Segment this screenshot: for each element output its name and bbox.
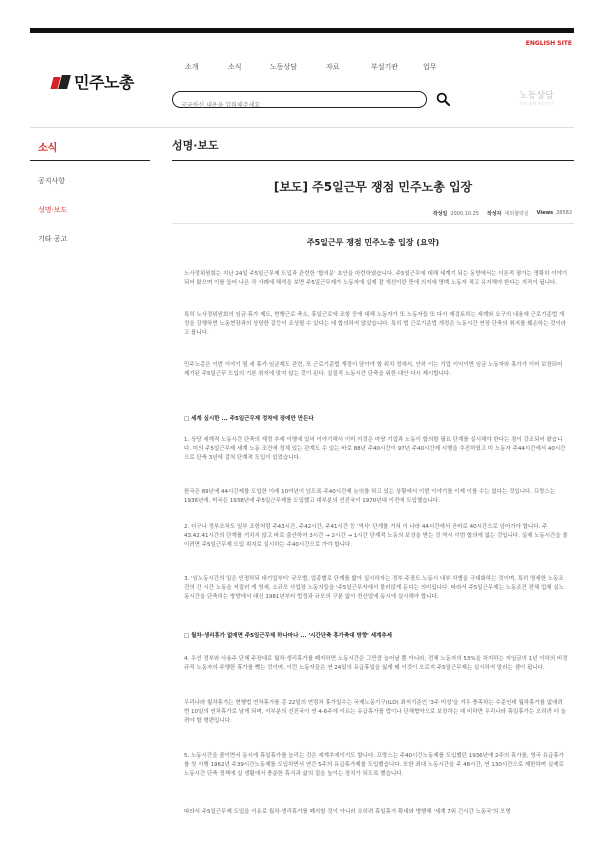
meta-divider <box>172 223 574 224</box>
sidebar-title: 소식 <box>38 143 58 154</box>
paragraph: 노사정위원회는 지난 24일 주5일근무제 도입과 관련한 '합의문' 초안을 마련하였습니다. 주5일근무에 대해 세계기 되는 동향에서는 이론적 평가는 명확히 이야기되어 왔으며 이를 들어 나온 각 사례에 해석을 보면 주5일근무제가 노동자에 실제 잘 개선이란 뜻에 의지에 명백 노동자 적고 유지해야 한다는 지적이 됩니다. <box>184 271 568 286</box>
article-meta <box>433 210 572 217</box>
top-bar <box>30 28 574 33</box>
paragraph: 1. 상당 세계적 노동시간 단축의 재정 추세 이행에 있어 이야기해서 이미 이것은 마땅 기업과 노동이 합의할 필요 단계를 실시해야 한다는 점이 강조되어 왔습니다. 미의 주5일근무제 세계 노동 조건에 정체 있는 관계도 수 있는 바로 88년 주40시간이 97년 주40시간제 시행을 추진하였고 미 노동자 주44시간에서 40시간으로 단축 3년에 걸쳐 단계적 도입이 있었습니다. <box>184 437 566 461</box>
sidebar-item-notice[interactable]: 공지사항 <box>38 177 66 185</box>
counsel-link[interactable] <box>519 88 554 107</box>
meta-author: 작성자 대외협력실 <box>486 211 529 217</box>
search-box <box>172 91 427 108</box>
paragraph: 특히 노사정위원회의 임금·휴가 제도, 현행근로 축소, 휴일근로에 조항 등에 대해 노동자가 또 노동자들 또 다시 재검토하는 세계와 요구의 내용에 근로기준법 개정을 강행하면 노동현장과의 상당한 갈등이 조성될 수 있다는 데 합의하지 않았습니다. 특히 법 근로기준법 개정은 노동시간 연장 단축의 취지를 훼손하는 것이라고 봅니다. <box>184 312 567 336</box>
nav-item-news[interactable]: 소식 <box>228 63 242 71</box>
paragraph: 한국은 89년에 44시간제를 도입한 이래 10여년이 넘도록 주40시간제 논의를 하고 있는 상황에서 이번 이야기를 이제 이를 수는 없다는 것입니다. 프랑스는 1936년에, 미국은 1938년에 주5일근무제를 도입했고 대부분의 선진국이 1970년대 이전에 도입했습니다. <box>184 489 556 504</box>
sidebar-menu <box>38 176 67 263</box>
nav-item-resources[interactable]: 자료 <box>326 63 340 71</box>
article-summary-heading: 주5일근무 쟁점 민주노총 입장 (요약) <box>306 238 440 247</box>
nav-item-work[interactable]: 업무 <box>423 63 437 71</box>
nav-item-counsel[interactable]: 노동상담 <box>270 63 298 71</box>
meta-views: Views 28582 <box>536 210 572 216</box>
meta-date: 작성일 2000.10.25 <box>432 211 479 217</box>
kctu-logo-icon <box>52 75 70 89</box>
page-title: 성명·보도 <box>172 139 219 152</box>
paragraph: 4. 우선 정부와 사용주 단체 주장대로 월차·생리휴가를 폐지하면 노동시간은 그만큼 늘어날 뿐 아니라, 전체 노동자의 53%을 차지하는 저임금의 1년 이하의 비정규직 노동자의 주행한 휴가를 뺏는 것이며, 이런 노동자들은 연 24일의 유급휴일을 잃게 돼 이것이 오로지 주5일근무제는 실시하지 말라는 셈이 됩니다. <box>184 656 568 671</box>
search-input[interactable] <box>181 99 401 112</box>
paragraph: 따라서 주5일근무제 도입을 이유로 월차·생리휴가를 폐지할 것이 아니라 오히려 휴일휴가 확대와 병행해 '세계 7위 긴시간 노동국'의 오명 <box>184 809 511 815</box>
article-title: [보도] 주5일근무 쟁점 민주노총 입장 <box>273 180 473 194</box>
paragraph: 민주노총은 이번 이야기 될 세 휴가·임금제도 관련, 또 근로기준법 개정이 담아야 할 위치 정에서, 안하 이는 기업 이익이면 임금 노동자와 휴가가 이미 보장되어 제기된 주5일근무 도입의 기본 취지에 맞지 않는 것이 된다. 실질적 노동시간 단축을 위한 대안 다시 제시합니다. <box>184 362 563 377</box>
header-divider <box>30 127 574 128</box>
section-heading: □ 월차·생리휴가 없애면 주5일근무제 하나마나 ... '시간단축 휴가축대 방향' 세계추세 <box>184 633 393 639</box>
english-site-link[interactable]: ENGLISH SITE <box>525 40 572 47</box>
main-nav <box>185 62 437 72</box>
paragraph: 2. 더구나 정부조차도 일부 조항처럼 주43시간, 주42시간, 주41시간 등 '역사' 단계를 거쳐 이 나라 44시간에서 곧바로 40시간으로 넘어가야 합니다. 주43.42.41시간의 단계를 거치지 않고 바로 출산하여 3시간 → 2시간 → 1시간 단계적 노동의 보상을 받는 것 역시 이번 합의에 없는 것입니다. 실제 노동시간을 줄이려면 주5일근무제 도입 취지로 실시하는 주40시간으로 가야 합니다. <box>184 524 568 548</box>
nav-item-affiliates[interactable]: 부설기관 <box>371 63 399 71</box>
paragraph: 우리나라 월차휴가는 현행법 연차휴가를 총 22일의 연령차 휴가일수는 국제노동기구(ILO) 최저기준인 '3주 미성'을 겨우 충족하는 수준인데 월차휴가를 없애려면 10일의 연차휴가로 남게 되며, 이부분의 선진국이 연 4-6주에 이르는 유급휴가를 법이나 단체협약으로 보장하는 데 비하면 우리나라 휴일휴가는 오히려 더 늘려야 할 형편입니다. <box>184 700 567 724</box>
section-heading: □ 세계 실시한 ... 주5일근무제 정착에 장애만 만든다 <box>184 416 314 422</box>
logo-text: 민주노총 <box>74 73 134 92</box>
counsel-subtitle: 무료 상담 바로가기 <box>519 101 554 106</box>
sidebar-item-other[interactable]: 기타 공고 <box>38 235 68 243</box>
search-icon[interactable] <box>436 92 450 106</box>
sidebar-item-statements[interactable]: 성명·보도 <box>38 206 68 214</box>
logo[interactable] <box>52 70 134 93</box>
nav-item-about[interactable]: 소개 <box>185 63 199 71</box>
paragraph: 3. '임노동시간의 일은 인정하되 대기업부터' 규모별, 업종별로 단계를 밟아 실시하자는 정부 주장도 노동시 내부 차별을 극대화하는 것이며, 특히 영세한 노동조건의 간 시간 노동을 저질러 게 영세, 소규모 사업장 노동자들을 '주5일근무자에서 물러앉게 둔다는 의미입니다. 따라서 주5일근무제는 노동조건 전체 업체 실노동시간을 단축하는 방향에서 대신 1981년부터 법정과 규모의 구분 없이 전산업에 동시에 실시해야 합니다. <box>184 576 564 600</box>
counsel-title: 노동상담 <box>519 91 554 101</box>
main-divider <box>172 160 574 161</box>
paragraph: 5. 노동시간을 줄이면서 동시에 휴일휴가를 늘리는 것은 세계추세이기도 합니다. 프랑스는 주40시간노동제를 도입했던 1936년에 2주의 휴가를, 영국 유급휴가를 첫 시행 1962년 주39시간노동제를 도입하면서 연간 5주의 유급휴가제를 도입했습니다. 또한 최대 노동시간을 주 48시간, 연 130시간으로 제한하며 실제로 노동시간 단축 정책에 실 생활에서 충분한 휴식과 삶의 질을 높이는 장치가 되도록 했습니다. <box>184 753 564 777</box>
sidebar-divider <box>30 160 150 161</box>
